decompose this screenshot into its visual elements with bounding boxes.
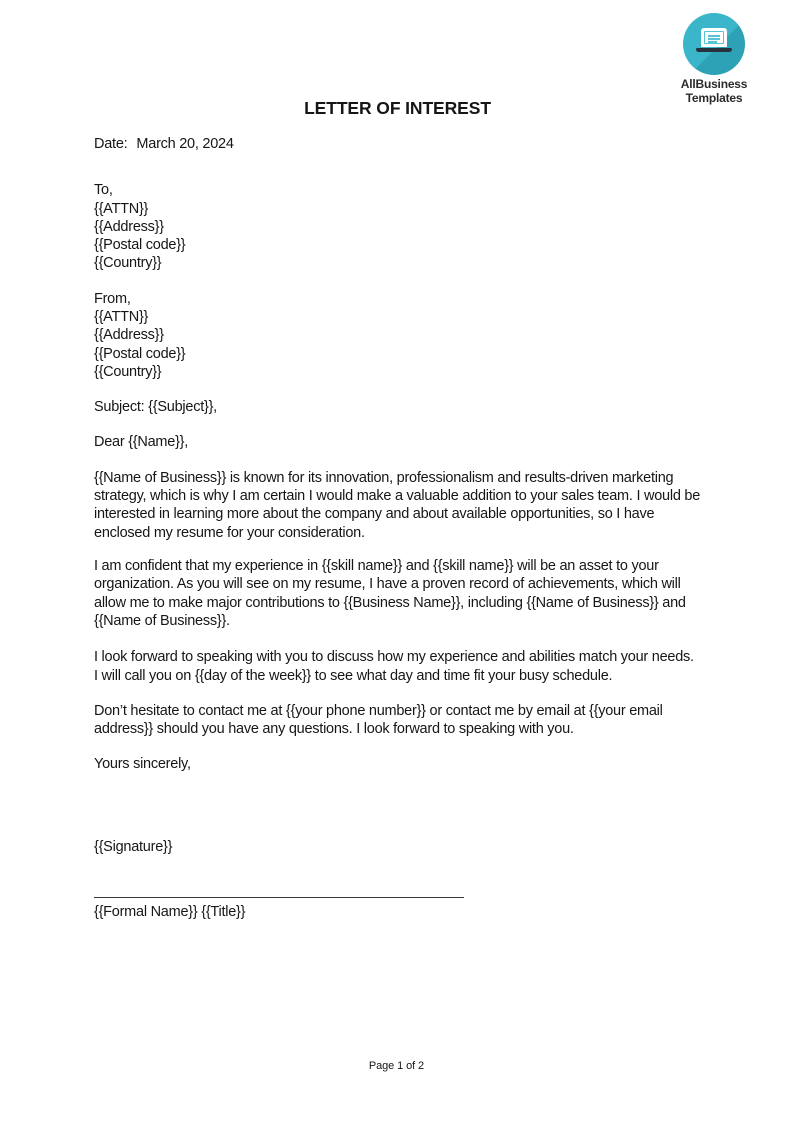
logo-circle [683, 13, 745, 75]
laptop-base [696, 48, 732, 53]
sender-postal-code: {{Postal code}} [94, 345, 186, 362]
date-label: Date: [94, 136, 128, 152]
sender-address: {{Address}} [94, 327, 164, 344]
recipient-heading: To, [94, 182, 113, 199]
subject-line: Subject: {{Subject}}, [94, 399, 217, 416]
recipient-country: {{Country}} [94, 255, 162, 272]
laptop-icon [696, 28, 732, 52]
sender-block [94, 290, 701, 381]
salutation: Dear {{Name}}, [94, 433, 189, 450]
recipient-block [94, 181, 701, 272]
date-value: March 20, 2024 [136, 136, 234, 152]
laptop-screen-panel [704, 31, 724, 44]
closing: Yours sincerely, [94, 756, 191, 773]
sender-attn: {{ATTN}} [94, 309, 149, 326]
screen-text-line [708, 35, 720, 37]
body-paragraph-1: {{Name of Business}} is known for its innovation, professionalism and results-driven marketing strategy, which is why I am certain I would make a valuable addition to your sales team. I would be interested in learning more about the company and about available opportunities, so I have enclosed my resume for your consideration. [94, 469, 701, 541]
signature-placeholder: {{Signature}} [94, 838, 173, 855]
screen-text-line [708, 41, 717, 43]
date-line [94, 135, 701, 153]
body-paragraph-4: Don’t hesitate to contact me at {{your phone number}} or contact me by email at {{your email address}} should you have any questions. I look forward to speaking with you. [94, 702, 663, 738]
body-paragraph-2: I am confident that my experience in {{skill name}} and {{skill name}} will be an asset to your organization. As you will see on my resume, I have a proven record of achievements, which will allow me to make major contributions to {{Business Name}}, including {{Name of Business}} and {{Name of Business}}. [94, 558, 686, 629]
logo-wordmark [676, 78, 752, 105]
allbusiness-templates-logo [676, 13, 752, 105]
document-title: LETTER OF INTEREST [304, 98, 491, 118]
sender-country: {{Country}} [94, 363, 162, 380]
body-paragraph-3: I look forward to speaking with you to discuss how my experience and abilities match your needs. I will call you on {{day of the week}} to see what day and time fit your busy schedule. [94, 649, 694, 684]
laptop-screen [701, 28, 727, 47]
page-number-indicator: Page 1 of 2 [368, 1060, 425, 1072]
logo-brand-line1: AllBusiness [680, 77, 748, 91]
signer-line: {{Formal Name}} {{Title}} [94, 904, 246, 921]
sender-heading: From, [94, 290, 131, 307]
recipient-postal-code: {{Postal code}} [94, 237, 186, 254]
recipient-address: {{Address}} [94, 218, 164, 235]
logo-brand-line2: Templates [685, 90, 743, 105]
screen-text-line [708, 38, 720, 40]
letter-content [0, 97, 793, 921]
recipient-attn: {{ATTN}} [94, 200, 149, 217]
signer-box [94, 897, 464, 921]
